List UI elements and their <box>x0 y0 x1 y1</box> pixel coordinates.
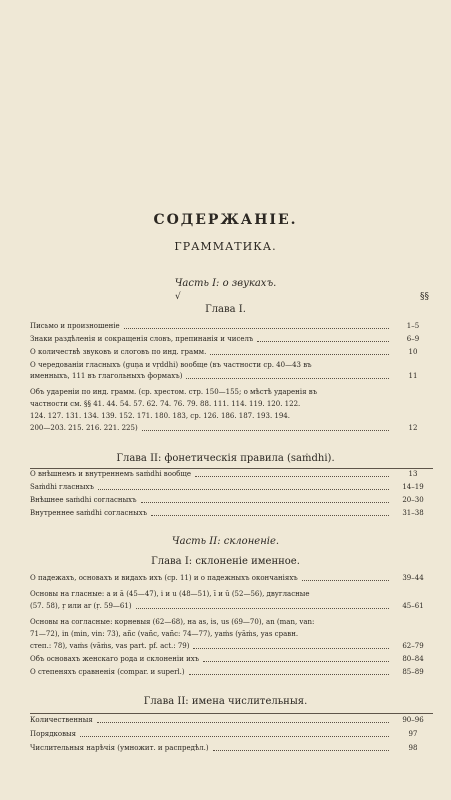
dot-leader <box>302 580 389 581</box>
dot-leader <box>195 476 389 477</box>
toc-entry-line: Основы на гласные: a и ā (45—47), i и u (48—51), ī и ū (52—56), двугласные <box>30 590 310 598</box>
toc-entry[interactable] <box>30 574 433 583</box>
toc-entry-text: Количественныя <box>30 716 93 724</box>
toc-entry-text: степ.: 78), vaṁs (vāṁs, vas part. pf. act.: 79) <box>30 642 190 650</box>
toc-entry-line: Основы на согласные: корневыя (62—68), на as, is, us (69—70), an (man, van: <box>30 618 315 626</box>
toc-entry-text: О падежахъ, основахъ и видахъ ихъ (ср. 11) и о падежныхъ окончаніяхъ <box>30 574 298 582</box>
toc-entry[interactable] <box>30 668 433 677</box>
dot-leader <box>189 674 389 675</box>
dot-leader <box>151 515 389 516</box>
part-2-heading: Часть II: склоненіе. <box>171 536 280 547</box>
toc-entry-pages: 20–30 <box>402 496 424 504</box>
page-title: СОДЕРЖАНІЕ. <box>153 212 298 228</box>
dot-leader <box>97 722 389 723</box>
divider <box>30 713 433 714</box>
toc-entry-pages: 97 <box>408 730 418 738</box>
toc-entry[interactable] <box>30 655 433 664</box>
toc-entry-text: (57. 58), ṛ или ar (ṛ. 59—61) <box>30 602 132 610</box>
divider <box>30 468 433 469</box>
dot-leader <box>142 430 389 431</box>
dot-leader <box>213 750 389 751</box>
toc-entry-pages: 31–38 <box>402 509 424 517</box>
toc-entry-text: Письмо и произношеніе <box>30 322 120 330</box>
toc-entry[interactable] <box>30 335 433 344</box>
toc-entry-pages: 98 <box>408 744 418 752</box>
dot-leader <box>193 648 389 649</box>
dot-leader <box>124 328 389 329</box>
dot-leader <box>141 502 389 503</box>
toc-entry[interactable] <box>30 509 433 518</box>
toc-entry-text: О количествѣ звуковъ и слоговъ по инд. грамм. <box>30 348 207 356</box>
toc-entry[interactable] <box>30 470 433 479</box>
toc-entry-pages: 62–79 <box>402 642 424 650</box>
toc-entry-line: частности см. §§ 41. 44. 54. 57. 62. 74. 76. 79. 88. 111. 114. 119. 120. 122. <box>30 400 301 408</box>
toc-entry[interactable] <box>30 602 433 611</box>
toc-entry-text: 200—203. 215. 216. 221. 225) <box>30 424 138 432</box>
toc-entry-text: Внутреннее saṁdhi согласныхъ <box>30 509 148 517</box>
dot-leader <box>210 354 389 355</box>
toc-entry-text: Объ основахъ женскаго рода и склоненіи ихъ <box>30 655 200 663</box>
dot-leader <box>186 378 389 379</box>
toc-entry-pages: 11 <box>408 372 418 380</box>
toc-entry[interactable] <box>30 730 433 739</box>
toc-entry[interactable] <box>30 372 433 381</box>
toc-entry-text: О внѣшнемъ и внутреннемъ saṁdhi вообще <box>30 470 192 478</box>
dot-leader <box>203 661 389 662</box>
dot-leader <box>257 341 389 342</box>
toc-entry-pages: 45–61 <box>402 602 424 610</box>
toc-entry[interactable] <box>30 716 433 725</box>
chapter-3-heading: Глава I: склоненіе именное. <box>151 556 300 567</box>
toc-entry-line: О чередованіи гласныхъ (guṇa и vṛddhi) вообще (въ частности ср. 40—43 въ <box>30 361 312 369</box>
chapter-1-heading: Глава I. <box>205 304 246 315</box>
tick-mark-icon: √ <box>175 292 181 302</box>
toc-entry-pages: 85–89 <box>402 668 424 676</box>
toc-entry[interactable] <box>30 483 433 492</box>
chapter-4-heading: Глава II: имена числительныя. <box>143 696 308 707</box>
dot-leader <box>80 736 389 737</box>
toc-entry-pages: 13 <box>408 470 418 478</box>
toc-entry-text: Saṁdhi гласныхъ <box>30 483 94 491</box>
part-1-heading: Часть I: о звукахъ. <box>174 278 277 289</box>
toc-entry-line: Объ удареніи по инд. грамм. (ср. хрестом. стр. 150—155; о мѣстѣ ударенія въ <box>30 388 318 396</box>
toc-entry-pages: 14–19 <box>402 483 424 491</box>
toc-entry-pages: 12 <box>408 424 418 432</box>
toc-entry-text: Внѣшнее saṁdhi согласныхъ <box>30 496 137 504</box>
toc-entry[interactable] <box>30 744 433 753</box>
toc-entry-pages: 80–84 <box>402 655 424 663</box>
dot-leader <box>136 608 389 609</box>
toc-entry-text: именныхъ, 111 въ глагольныхъ формахъ) <box>30 372 183 380</box>
toc-entry-text: Знаки раздѣленія и сокращенія словъ, препинанія и чиселъ <box>30 335 254 343</box>
toc-entry-line: 71—72), in (min, vin: 73), añc (vañc, vañc: 74—77), yaṁs (yāṁs, yas сравн. <box>30 630 299 638</box>
toc-entry-pages: 39–44 <box>402 574 424 582</box>
section-mark: §§ <box>420 292 429 302</box>
toc-entry-line: 124. 127. 131. 134. 139. 152. 171. 180. 183, ср. 126. 186. 187. 193. 194. <box>30 412 290 420</box>
toc-entry-pages: 10 <box>408 348 418 356</box>
toc-entry[interactable] <box>30 424 433 433</box>
toc-entry-pages: 6–9 <box>406 335 420 343</box>
chapter-2-heading: Глава II: фонетическія правила (saṁdhi). <box>116 453 335 464</box>
toc-entry[interactable] <box>30 642 433 651</box>
toc-entry-pages: 1–5 <box>406 322 420 330</box>
grammar-subtitle: ГРАММАТИКА. <box>174 240 277 253</box>
toc-entry-text: Числительныя нарѣчія (умножит. и распредѣл.) <box>30 744 209 752</box>
dot-leader <box>98 489 389 490</box>
toc-entry[interactable] <box>30 322 433 331</box>
toc-entry[interactable] <box>30 348 433 357</box>
toc-entry-text: О степеняхъ сравненія (compar. и superl.) <box>30 668 185 676</box>
toc-entry[interactable] <box>30 496 433 505</box>
toc-entry-text: Порядковыя <box>30 730 77 738</box>
toc-entry-pages: 90–96 <box>402 716 424 724</box>
